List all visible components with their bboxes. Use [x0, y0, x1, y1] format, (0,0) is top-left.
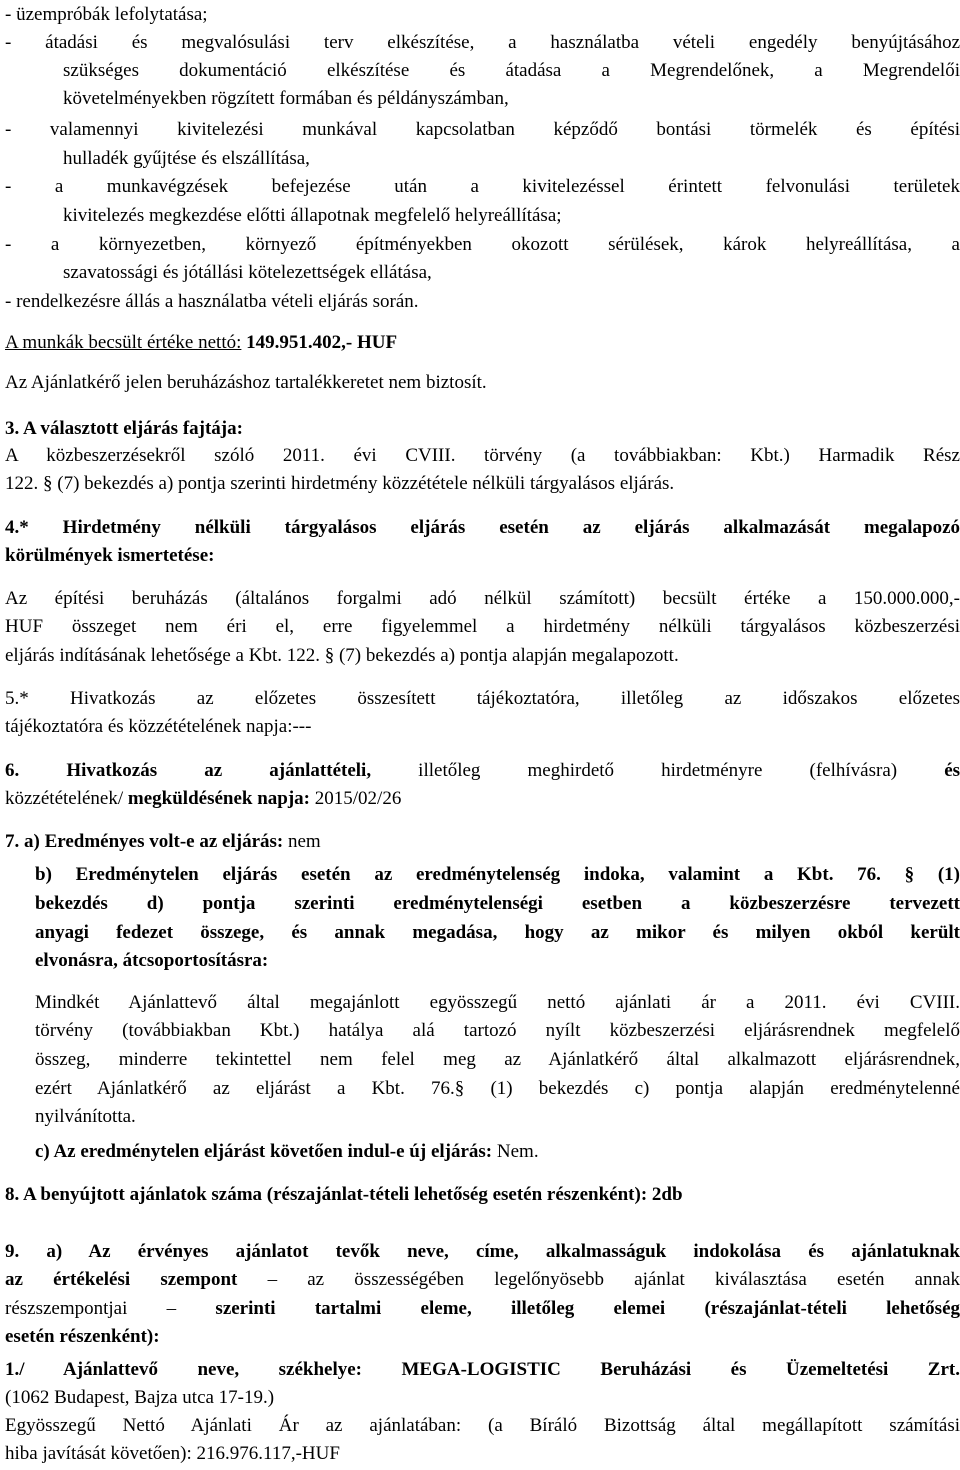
- list-item-cont: követelményekben rögzített formában és példányszámban,: [63, 88, 509, 109]
- list-item: - rendelkezésre állás a használatba vételi eljárás során.: [5, 291, 419, 312]
- section-6-bold: megküldésének napja:: [127, 788, 311, 809]
- section-9-line: [5, 1294, 960, 1323]
- section-7b-text: nyilvánította.: [35, 1106, 136, 1127]
- section-7b-text: Mindkét Ajánlattevő által megajánlott egyösszegű nettó ajánlati ár a 2011. évi CVIII.: [35, 992, 960, 1013]
- section-6-line: [5, 756, 960, 785]
- section-6-text: közzétételének/: [5, 788, 124, 809]
- section-7c-label: c) Az eredménytelen eljárást követően indul-e új eljárás:: [35, 1141, 493, 1162]
- section-4-heading: körülmények ismertetése:: [5, 545, 215, 566]
- section-6-date: 2015/02/26: [314, 788, 402, 809]
- section-7b-heading: anyagi fedezet összege, és annak megadása, hogy az mikor és milyen okból került: [35, 922, 960, 943]
- section-3-text: A közbeszerzésekről szóló 2011. évi CVIII. törvény (a továbbiakban: Kbt.) Harmadik Rész: [5, 445, 960, 466]
- section-7a-label: 7. a) Eredményes volt-e az eljárás:: [5, 831, 284, 852]
- section-7c-value: Nem.: [496, 1141, 539, 1162]
- section-9-bold: az értékelési szempont: [5, 1269, 238, 1290]
- section-3-heading: 3. A választott eljárás fajtája:: [5, 418, 243, 439]
- section-7a-value: nem: [288, 831, 321, 852]
- section-6-text: illetőleg meghirdető hirdetményre (felhívásra): [418, 760, 898, 781]
- list-item: - a környezetben, környező építményekben okozott sérülések, károk helyreállítása, a: [5, 234, 960, 255]
- section-4-text: Az építési beruházás (általános forgalmi adó nélkül számított) becsült értéke a 150.000.000,-: [5, 588, 960, 609]
- section-6-bold: és: [944, 760, 960, 781]
- estimate-line: [5, 328, 960, 357]
- list-item-cont: szükséges dokumentáció elkészítése és átadása a Megrendelőnek, a Megrendelői: [63, 60, 960, 81]
- section-3-text: 122. § (7) bekezdés a) pontja szerinti hirdetmény közzététele nélküli tárgyalásos eljárás.: [5, 473, 675, 494]
- section-4-text: eljárás indításának lehetősége a Kbt. 122. § (7) bekezdés a) pontja alapján megalapozott.: [5, 645, 679, 666]
- estimate-value: 149.951.402,- HUF: [246, 332, 398, 353]
- reserve-text: Az Ajánlatkérő jelen beruházáshoz tartalékkeretet nem biztosít.: [5, 372, 487, 393]
- list-item: - üzempróbák lefolytatása;: [5, 4, 208, 25]
- section-7b-text: törvény (továbbiakban Kbt.) hatálya alá tartozó nyílt közbeszerzési eljárásrendnek megfelelő: [35, 1020, 960, 1041]
- section-9-text: – az összességében legelőnyösebb ajánlat kiválasztása esetén annak: [267, 1269, 960, 1290]
- bidder-price: hiba javítását követően): 216.976.117,-HUF: [5, 1443, 340, 1464]
- section-7b-text: összeg, minderre tekintettel nem felel meg az Ajánlatkérő által alkalmazott eljárásrendnek,: [35, 1049, 960, 1070]
- section-6-bold: Hivatkozás az ajánlattételi,: [66, 760, 372, 781]
- section-9-heading: esetén részenként):: [5, 1326, 160, 1347]
- bidder-price: Egyösszegű Nettó Ajánlati Ár az ajánlatában: (a Bíráló Bizottság által megállapított számítási: [5, 1415, 960, 1436]
- section-8-heading: 8. A benyújtott ajánlatok száma (részajánlat-tételi lehetőség esetén részenként): 2db: [5, 1184, 683, 1205]
- section-9-heading: 9. a) Az érvényes ajánlatot tevők neve, címe, alkalmasságuk indokolása és ajánlatuknak: [5, 1241, 960, 1262]
- section-6-line: [5, 784, 960, 813]
- section-9-text: részszempontjai –: [5, 1298, 177, 1319]
- section-7b-heading: b) Eredménytelen eljárás esetén az eredménytelenség indoka, valamint a Kbt. 76. § (1): [35, 864, 960, 885]
- section-4-heading: 4.* Hirdetmény nélküli tárgyalásos eljárás esetén az eljárás alkalmazását megalapozó: [5, 517, 960, 538]
- section-9-line: [5, 1265, 960, 1294]
- list-item-cont: hulladék gyűjtése és elszállítása,: [63, 148, 310, 169]
- section-7b-heading: elvonásra, átcsoportosításra:: [35, 950, 269, 971]
- list-item: - átadási és megvalósulási terv elkészítése, a használatba vételi engedély benyújtásához: [5, 32, 960, 53]
- section-4-text: HUF összeget nem éri el, erre figyelemmel a hirdetmény nélküli tárgyalásos közbeszerzési: [5, 616, 960, 637]
- bidder-name: 1./ Ajánlattevő neve, székhelye: MEGA-LOGISTIC Beruházási és Üzemeltetési Zrt.: [5, 1359, 960, 1380]
- section-7c-line: [35, 1137, 960, 1166]
- section-5-text: 5.* Hivatkozás az előzetes összesített tájékoztatóra, illetőleg az időszakos előzetes: [5, 688, 960, 709]
- section-7b-text: ezért Ajánlatkérő az eljárást a Kbt. 76.§ (1) bekezdés c) pontja alapján eredménytelenné: [35, 1078, 960, 1099]
- section-7b-heading: bekezdés d) pontja szerinti eredménytelenségi esetben a közbeszerzésre tervezett: [35, 893, 960, 914]
- estimate-label: A munkák becsült értéke nettó:: [5, 332, 242, 353]
- section-6-num: 6.: [5, 760, 20, 781]
- list-item-cont: kivitelezés megkezdése előtti állapotnak megfelelő helyreállítása;: [63, 205, 562, 226]
- list-item-cont: szavatossági és jótállási kötelezettségek ellátása,: [63, 262, 432, 283]
- section-7a-line: [5, 827, 960, 856]
- list-item: - a munkavégzések befejezése után a kivitelezéssel érintett felvonulási területek: [5, 176, 960, 197]
- list-item: - valamennyi kivitelezési munkával kapcsolatban képződő bontási törmelék és építési: [5, 119, 960, 140]
- section-9-bold: szerinti tartalmi eleme, illetőleg elemei (részajánlat-tételi lehetőség: [215, 1298, 960, 1319]
- section-5-text: tájékoztatóra és közzétételének napja:---: [5, 716, 312, 737]
- bidder-address: (1062 Budapest, Bajza utca 17-19.): [5, 1387, 275, 1408]
